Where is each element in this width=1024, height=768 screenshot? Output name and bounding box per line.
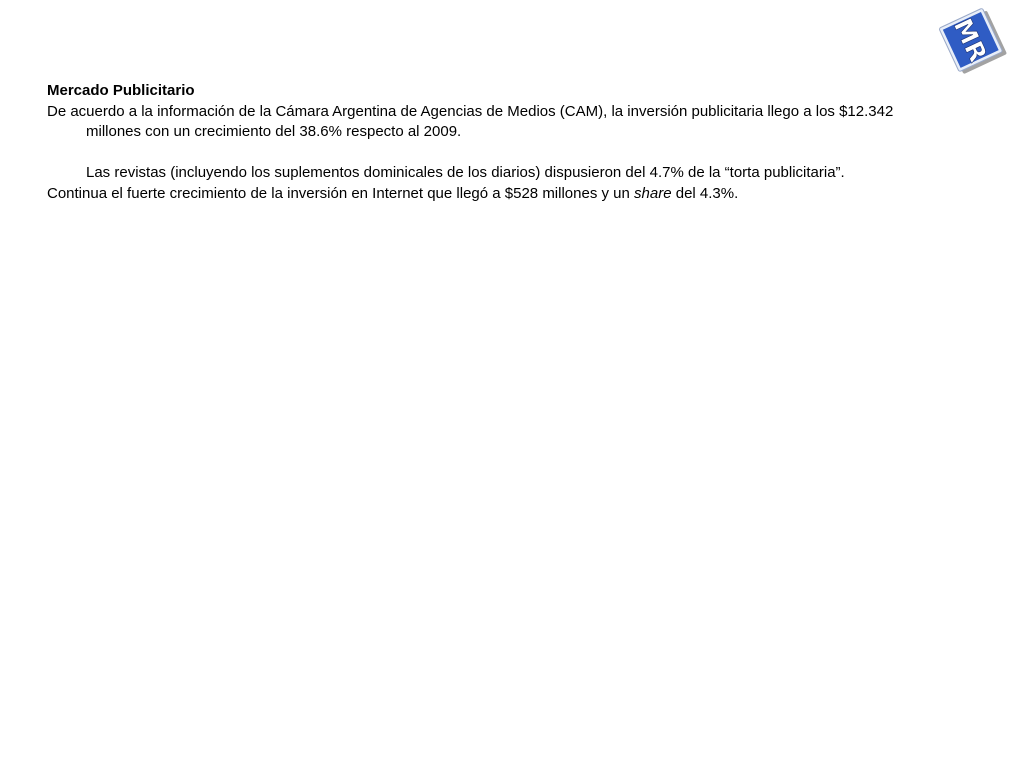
share-emphasis: share [634, 184, 672, 202]
paragraph-internet [47, 184, 947, 205]
logo-text: MR [947, 14, 993, 67]
section-title: Mercado Publicitario [47, 82, 195, 99]
mr-logo-icon [937, 4, 1009, 76]
paragraph-cam-investment: De acuerdo a la información de la Cámara Argentina de Agencias de Medios (CAM), la inversión publicitaria llego a los $12.342 millones con un crecimiento del 38.6% respecto al 2009. [47, 102, 894, 140]
paragraph-magazines: Las revistas (incluyendo los suplementos dominicales de los diarios) dispusieron del 4.7% de la “torta publicitaria”. [86, 164, 845, 181]
paragraph-spacer [47, 143, 947, 164]
text-block [47, 81, 947, 204]
paragraph-internet-text: Continua el fuerte crecimiento de la inversión en Internet que llegó a $528 millones y un [47, 184, 635, 202]
paragraph-internet-end: del 4.3%. [671, 184, 739, 202]
